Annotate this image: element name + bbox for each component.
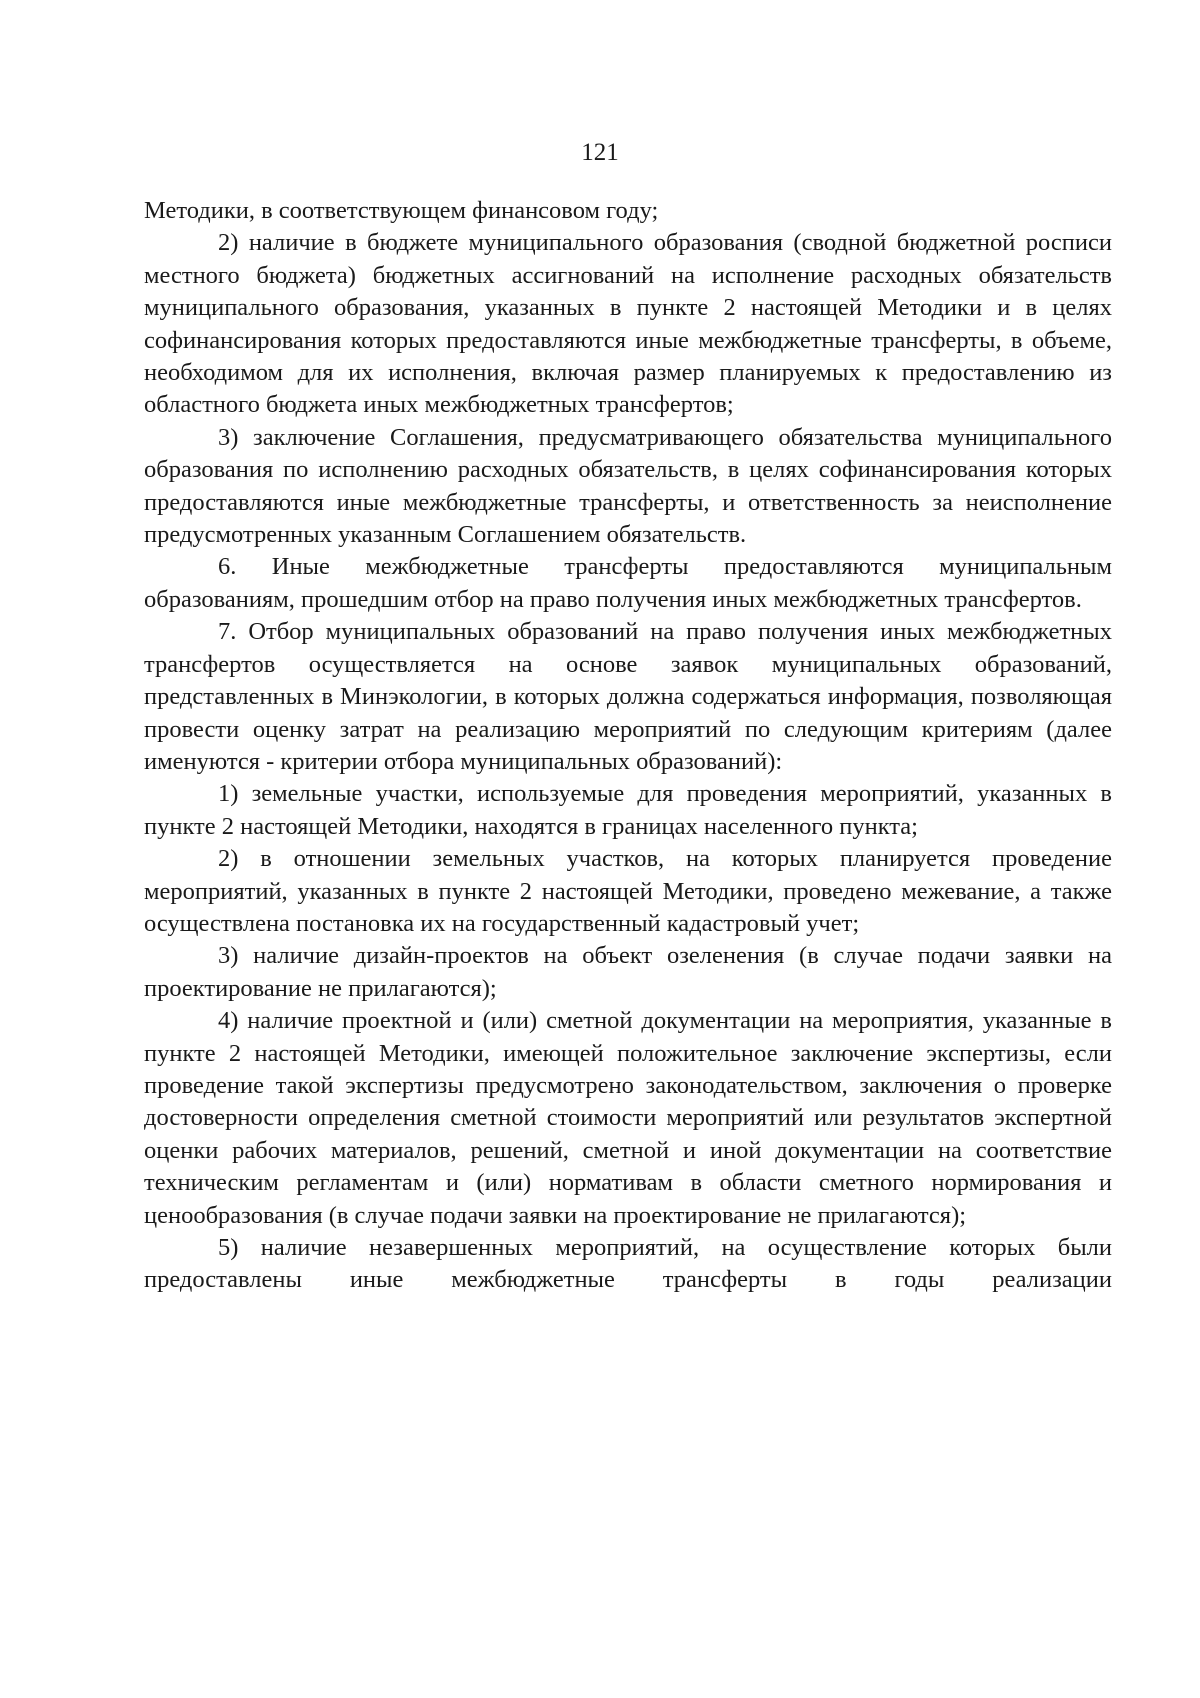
document-body <box>144 195 1112 1297</box>
paragraph: Методики, в соответствующем финансовом году; <box>144 197 659 224</box>
paragraph: 2) наличие в бюджете муниципального образования (сводной бюджетной росписи местного бюджета) бюджетных ассигнований на исполнение расходных обязательств муниципального образования, указанных в пункте 2 настоящей Методики и в целях софинансирования которых предоставляются иные межбюджетные трансферты, в объеме, необходимом для их исполнения, включая размер планируемых к предоставлению из областного бюджета иных межбюджетных трансфертов; <box>144 229 1112 419</box>
paragraph: 7. Отбор муниципальных образований на право получения иных межбюджетных трансфертов осуществляется на основе заявок муниципальных образований, представленных в Минэкологии, в которых должна содержаться информация, позволяющая провести оценку затрат на реализацию мероприятий по следующим критериям (далее именуются - критерии отбора муниципальных образований): <box>144 618 1112 775</box>
paragraph: 2) в отношении земельных участков, на которых планируется проведение мероприятий, указанных в пункте 2 настоящей Методики, проведено межевание, а также осуществлена постановка их на государственный кадастровый учет; <box>144 845 1112 937</box>
paragraph: 3) заключение Соглашения, предусматривающего обязательства муниципального образования по исполнению расходных обязательств, в целях софинансирования которых предоставляются иные межбюджетные трансферты, и ответственность за неисполнение предусмотренных указанным Соглашением обязательств. <box>144 423 1112 549</box>
paragraph: 1) земельные участки, используемые для проведения мероприятий, указанных в пункте 2 настоящей Методики, находятся в границах населенного пункта; <box>144 780 1112 840</box>
paragraph: 3) наличие дизайн-проектов на объект озеленения (в случае подачи заявки на проектирование не прилагаются); <box>144 942 1112 1002</box>
paragraph-continued: 5) наличие незавершенных мероприятий, на осуществление которых были предоставлены иные межбюджетные трансферты в годы реализации <box>144 1234 1112 1294</box>
paragraph: 6. Иные межбюджетные трансферты предоставляются муниципальным образованиям, прошедшим отбор на право получения иных межбюджетных трансфертов. <box>144 553 1112 613</box>
paragraph: 4) наличие проектной и (или) сметной документации на мероприятия, указанные в пункте 2 настоящей Методики, имеющей положительное заключение экспертизы, если проведение такой экспертизы предусмотрено законодательством, заключения о проверке достоверности определения сметной стоимости мероприятий или результатов экспертной оценки рабочих материалов, решений, сметной и иной документации на соответствие техническим регламентам и (или) нормативам в области сметного нормирования и ценообразования (в случае подачи заявки на проектирование не прилагаются); <box>144 1007 1112 1229</box>
page-number: 121 <box>581 139 619 166</box>
